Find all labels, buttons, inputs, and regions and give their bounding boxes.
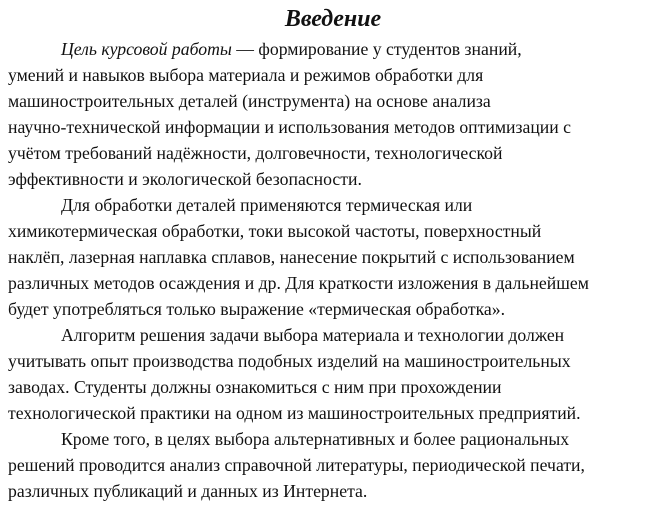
text-span: — формирование у студентов знаний, bbox=[236, 39, 522, 59]
text-line: умений и навыков выбора материала и режимов обработки для bbox=[8, 65, 484, 85]
text-line: наклёп, лазерная наплавка сплавов, нанесение покрытий с использованием bbox=[8, 247, 575, 267]
text-line: эффективности и экологической безопасности. bbox=[8, 169, 362, 189]
text-line: заводах. Студенты должны ознакомиться с ним при прохождении bbox=[8, 377, 502, 397]
text-line bbox=[61, 37, 522, 62]
emphasis-text: Цель курсовой работы bbox=[61, 39, 232, 59]
text-line: различных публикаций и данных из Интернета. bbox=[8, 481, 368, 501]
text-line: химикотермическая обработки, токи высокой частоты, поверхностный bbox=[8, 221, 542, 241]
text-line: научно-технической информации и использования методов оптимизации с bbox=[8, 117, 572, 137]
text-line: различных методов осаждения и др. Для краткости изложения в дальнейшем bbox=[8, 273, 589, 293]
text-line: машиностроительных деталей (инструмента) на основе анализа bbox=[8, 91, 491, 111]
text-line: технологической практики на одном из машиностроительных предприятий. bbox=[8, 403, 581, 423]
text-line: будет употребляться только выражение «термическая обработка». bbox=[8, 299, 506, 319]
text-line: решений проводится анализ справочной литературы, периодической печати, bbox=[8, 455, 585, 475]
text-line: Для обработки деталей применяются термическая или bbox=[61, 195, 473, 215]
text-line: учётом требований надёжности, долговечности, технологической bbox=[8, 143, 503, 163]
text-line: Кроме того, в целях выбора альтернативных и более рациональных bbox=[61, 429, 570, 449]
text-line: учитывать опыт производства подобных изделий на машиностроительных bbox=[8, 351, 571, 371]
page-title: Введение bbox=[284, 6, 382, 32]
text-line: Алгоритм решения задачи выбора материала и технологии должен bbox=[61, 325, 565, 345]
